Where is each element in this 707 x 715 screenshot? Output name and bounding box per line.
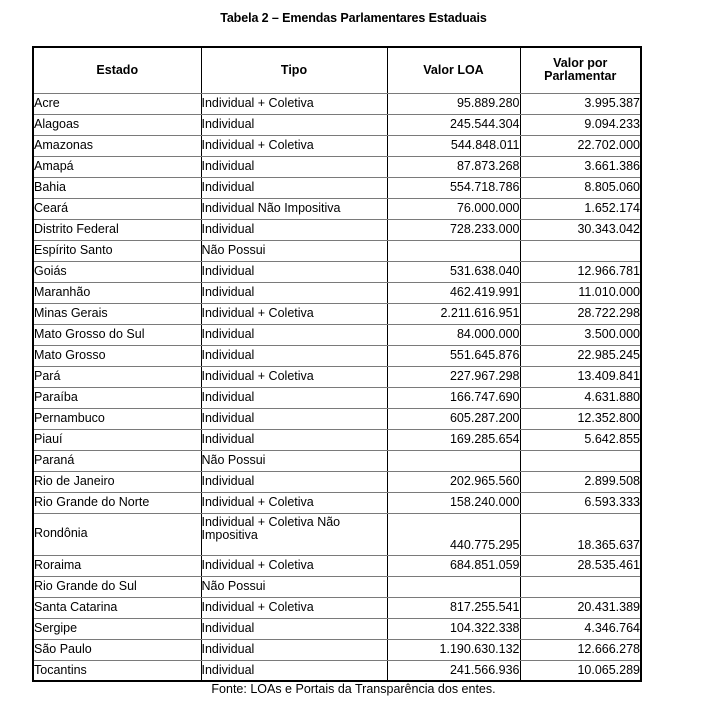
cell-valor-loa: 728.233.000 xyxy=(387,219,520,240)
cell-valor-por-parlamentar: 10.065.289 xyxy=(577,662,640,677)
table-row xyxy=(33,450,641,471)
column-header-valor-por-parlamentar xyxy=(520,47,641,93)
cell-tipo: Individual + Coletiva xyxy=(201,555,387,576)
cell-tipo: Individual xyxy=(201,387,387,408)
cell-valor-loa: 84.000.000 xyxy=(387,324,520,345)
table-row xyxy=(33,408,641,429)
table-row xyxy=(33,156,641,177)
cell-valor-loa: 2.211.616.951 xyxy=(387,303,520,324)
cell-valor-loa: 158.240.000 xyxy=(387,492,520,513)
table-source-note: Fonte: LOAs e Portais da Transparência dos entes. xyxy=(211,682,496,696)
table-header-row xyxy=(33,47,641,93)
cell-estado: Alagoas xyxy=(33,114,201,135)
cell-valor-por-parlamentar xyxy=(520,450,641,471)
cell-valor-por-parlamentar: 22.985.245 xyxy=(520,345,641,366)
cell-tipo: Individual xyxy=(201,114,387,135)
cell-tipo: Individual xyxy=(201,156,387,177)
cell-estado: Rio Grande do Sul xyxy=(33,576,201,597)
cell-valor-por-parlamentar xyxy=(520,240,641,261)
cell-tipo: Individual xyxy=(201,282,387,303)
table-container xyxy=(32,46,640,682)
cell-valor-loa: 227.967.298 xyxy=(387,366,520,387)
cell-valor-por-parlamentar: 6.593.333 xyxy=(520,492,641,513)
cell-valor-loa: 104.322.338 xyxy=(387,618,520,639)
cell-valor-por-parlamentar: 12.966.781 xyxy=(520,261,641,282)
table-row xyxy=(33,114,641,135)
table-row xyxy=(33,219,641,240)
cell-estado: São Paulo xyxy=(33,639,201,660)
cell-valor-por-parlamentar xyxy=(520,576,641,597)
column-header-estado: Estado xyxy=(33,47,201,93)
cell-valor-por-parlamentar: 4.346.764 xyxy=(520,618,641,639)
cell-estado: Maranhão xyxy=(33,282,201,303)
cell-valor-loa: 531.638.040 xyxy=(387,261,520,282)
column-header-valor-loa: Valor LOA xyxy=(387,47,520,93)
cell-valor-por-parlamentar: 3.500.000 xyxy=(520,324,641,345)
cell-estado: Pará xyxy=(33,366,201,387)
cell-valor-loa: 605.287.200 xyxy=(387,408,520,429)
cell-tipo: Individual xyxy=(201,177,387,198)
table-row xyxy=(33,555,641,576)
table-row xyxy=(33,345,641,366)
cell-tipo: Não Possui xyxy=(201,576,387,597)
table-row xyxy=(33,597,641,618)
table-row xyxy=(33,492,641,513)
cell-estado: Paraíba xyxy=(33,387,201,408)
cell-valor-por-parlamentar: 4.631.880 xyxy=(520,387,641,408)
cell-tipo: Não Possui xyxy=(201,450,387,471)
cell-valor-por-parlamentar: 20.431.389 xyxy=(520,597,641,618)
column-header-valor-por-parlamentar-line1: Valor por xyxy=(553,55,608,70)
cell-tipo: Individual xyxy=(201,345,387,366)
cell-valor-por-parlamentar: 28.535.461 xyxy=(520,555,641,576)
cell-valor-por-parlamentar: 9.094.233 xyxy=(520,114,641,135)
table-row xyxy=(33,576,641,597)
table-row xyxy=(33,198,641,219)
table-title: Tabela 2 – Emendas Parlamentares Estaduais xyxy=(220,11,487,25)
cell-valor-loa: 202.965.560 xyxy=(387,471,520,492)
cell-valor-loa: 462.419.991 xyxy=(387,282,520,303)
cell-estado: Pernambuco xyxy=(33,408,201,429)
cell-valor-por-parlamentar: 3.661.386 xyxy=(520,156,641,177)
table-row xyxy=(33,660,641,681)
cell-valor-loa xyxy=(387,450,520,471)
cell-tipo: Individual + Coletiva xyxy=(201,597,387,618)
cell-valor-por-parlamentar: 5.642.855 xyxy=(520,429,641,450)
cell-valor-por-parlamentar: 12.352.800 xyxy=(520,408,641,429)
cell-tipo: Individual xyxy=(201,429,387,450)
cell-valor-loa: 1.190.630.132 xyxy=(387,639,520,660)
table-row xyxy=(33,366,641,387)
table-row xyxy=(33,240,641,261)
cell-tipo: Individual xyxy=(201,660,387,681)
cell-valor-loa xyxy=(387,240,520,261)
cell-estado: Amapá xyxy=(33,156,201,177)
cell-tipo: Individual xyxy=(201,324,387,345)
cell-estado: Piauí xyxy=(33,429,201,450)
cell-tipo: Individual xyxy=(201,261,387,282)
cell-valor-por-parlamentar: 13.409.841 xyxy=(520,366,641,387)
table-row xyxy=(33,261,641,282)
cell-estado: Mato Grosso do Sul xyxy=(33,324,201,345)
cell-valor-loa xyxy=(387,576,520,597)
table-row xyxy=(33,513,641,555)
cell-valor-por-parlamentar: 3.995.387 xyxy=(520,93,641,114)
cell-valor-por-parlamentar: 22.702.000 xyxy=(520,135,641,156)
cell-tipo: Individual xyxy=(201,639,387,660)
cell-estado: Amazonas xyxy=(33,135,201,156)
table-body xyxy=(33,93,641,681)
cell-estado: Goiás xyxy=(33,261,201,282)
cell-valor-por-parlamentar: 1.652.174 xyxy=(520,198,641,219)
table-row xyxy=(33,618,641,639)
cell-estado: Mato Grosso xyxy=(33,345,201,366)
cell-tipo: Individual + Coletiva xyxy=(201,492,387,513)
cell-estado: Acre xyxy=(33,93,201,114)
cell-estado: Rio Grande do Norte xyxy=(33,492,201,513)
cell-tipo: Individual xyxy=(201,471,387,492)
table-row xyxy=(33,429,641,450)
cell-valor-loa: 554.718.786 xyxy=(387,177,520,198)
cell-valor-loa: 241.566.936 xyxy=(387,660,520,681)
cell-valor-por-parlamentar: 12.666.278 xyxy=(520,639,641,660)
table-row xyxy=(33,471,641,492)
table-row xyxy=(33,324,641,345)
cell-tipo: Individual Não Impositiva xyxy=(201,198,387,219)
cell-valor-loa: 95.889.280 xyxy=(387,93,520,114)
cell-valor-loa: 169.285.654 xyxy=(387,429,520,450)
cell-valor-loa: 684.851.059 xyxy=(387,555,520,576)
cell-valor-loa: 440.775.295 xyxy=(387,513,520,555)
cell-estado: Bahia xyxy=(33,177,201,198)
cell-valor-loa: 76.000.000 xyxy=(387,198,520,219)
cell-tipo: Individual xyxy=(201,618,387,639)
cell-tipo: Individual + Coletiva xyxy=(201,93,387,114)
cell-valor-por-parlamentar: 28.722.298 xyxy=(520,303,641,324)
cell-estado: Rio de Janeiro xyxy=(33,471,201,492)
table-row xyxy=(33,93,641,114)
table-row xyxy=(33,639,641,660)
table-header xyxy=(33,47,641,93)
cell-valor-por-parlamentar: 11.010.000 xyxy=(520,282,641,303)
cell-valor-por-parlamentar: 2.899.508 xyxy=(520,471,641,492)
cell-valor-por-parlamentar: 8.805.060 xyxy=(520,177,641,198)
column-header-tipo: Tipo xyxy=(201,47,387,93)
cell-valor-loa: 817.255.541 xyxy=(387,597,520,618)
cell-tipo: Individual + Coletiva xyxy=(201,135,387,156)
cell-estado: Rondônia xyxy=(33,513,201,555)
cell-tipo: Individual + Coletiva xyxy=(201,366,387,387)
table-row xyxy=(33,387,641,408)
cell-valor-por-parlamentar: 18.365.637 xyxy=(520,513,641,555)
cell-tipo: Individual + Coletiva Não Impositiva xyxy=(201,513,387,555)
cell-valor-loa: 551.645.876 xyxy=(387,345,520,366)
cell-valor-loa: 544.848.011 xyxy=(387,135,520,156)
cell-valor-loa: 87.873.268 xyxy=(387,156,520,177)
table-row xyxy=(33,135,641,156)
column-header-valor-por-parlamentar-line2: Parlamentar xyxy=(544,69,617,84)
table-row xyxy=(33,282,641,303)
cell-tipo: Individual xyxy=(201,408,387,429)
cell-estado: Sergipe xyxy=(33,618,201,639)
cell-estado: Tocantins xyxy=(33,660,201,681)
cell-tipo: Não Possui xyxy=(201,240,387,261)
table-row xyxy=(33,177,641,198)
cell-estado: Santa Catarina xyxy=(33,597,201,618)
cell-estado: Ceará xyxy=(33,198,201,219)
cell-estado: Paraná xyxy=(33,450,201,471)
cell-estado: Distrito Federal xyxy=(33,219,201,240)
cell-tipo: Individual + Coletiva xyxy=(201,303,387,324)
cell-estado: Roraima xyxy=(33,555,201,576)
cell-valor-loa: 166.747.690 xyxy=(387,387,520,408)
cell-estado: Minas Gerais xyxy=(33,303,201,324)
emendas-parlamentares-table xyxy=(32,46,642,682)
cell-valor-loa: 245.544.304 xyxy=(387,114,520,135)
cell-valor-por-parlamentar: 30.343.042 xyxy=(520,219,641,240)
cell-tipo: Individual xyxy=(201,219,387,240)
cell-estado: Espírito Santo xyxy=(33,240,201,261)
table-row xyxy=(33,303,641,324)
